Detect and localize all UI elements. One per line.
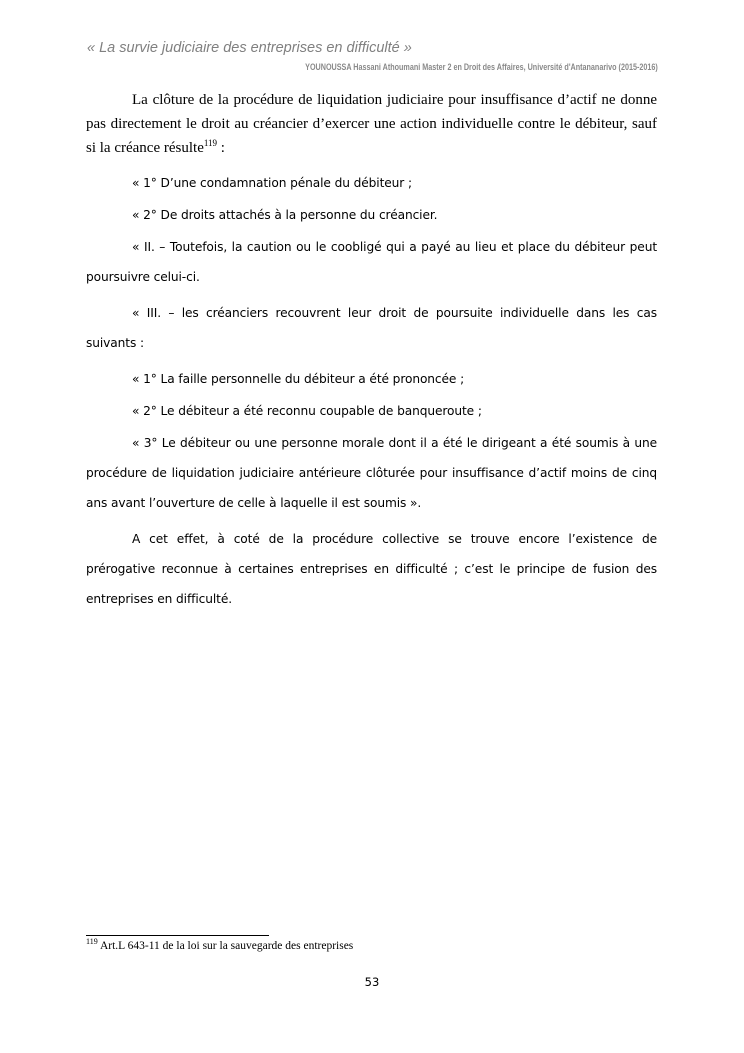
paragraph-intro-colon: : <box>217 140 225 156</box>
quote-item-2: « 2° De droits attachés à la personne du créancier. <box>132 208 438 222</box>
footnote-text: Art.L 643-11 de la loi sur la sauvegarde des entreprises <box>97 940 354 952</box>
quote-item-iii-2: « 2° Le débiteur a été reconnu coupable de banqueroute ; <box>132 404 482 418</box>
page-number: 53 <box>364 975 380 989</box>
paragraph-intro-text: La clôture de la procédure de liquidation judiciaire pour insuffisance d’actif ne donne pas directement le droit au créancier d’exercer une action individuelle contre le débiteur, sauf si la créance résulte <box>86 92 657 156</box>
paragraph-intro <box>86 88 657 160</box>
footnote-number: 119 <box>86 937 98 947</box>
running-header-title: « La survie judiciaire des entreprises en difficulté » <box>87 40 412 56</box>
quote-item-ii: « II. – Toutefois, la caution ou le coobligé qui a payé au lieu et place du débiteur peut poursuivre celui-ci. <box>86 240 657 284</box>
footnote-divider <box>86 935 269 936</box>
footnote-reference: 119 <box>203 138 218 148</box>
quote-item-iii: « III. – les créanciers recouvrent leur droit de poursuite individuelle dans les cas suivants : <box>86 306 657 350</box>
running-header-author: YOUNOUSSA Hassani Athoumani Master 2 en Droit des Affaires, Université d'Antananarivo (2015-2016) <box>305 62 658 72</box>
page-body <box>86 88 657 614</box>
quote-item-1: « 1° D’une condamnation pénale du débiteur ; <box>132 176 412 190</box>
quote-item-iii-3: « 3° Le débiteur ou une personne morale dont il a été le dirigeant a été soumis à une procédure de liquidation judiciaire antérieure clôturée pour insuffisance d’actif moins de cinq ans avant l’ouverture de celle à laquelle il est soumis ». <box>86 436 657 510</box>
paragraph-conclusion: A cet effet, à coté de la procédure collective se trouve encore l’existence de prérogative reconnue à certaines entreprises en difficulté ; c’est le principe de fusion des entreprises en difficulté. <box>86 532 657 606</box>
footnote <box>86 937 354 952</box>
quote-item-iii-1: « 1° La faille personnelle du débiteur a été prononcée ; <box>132 372 465 386</box>
